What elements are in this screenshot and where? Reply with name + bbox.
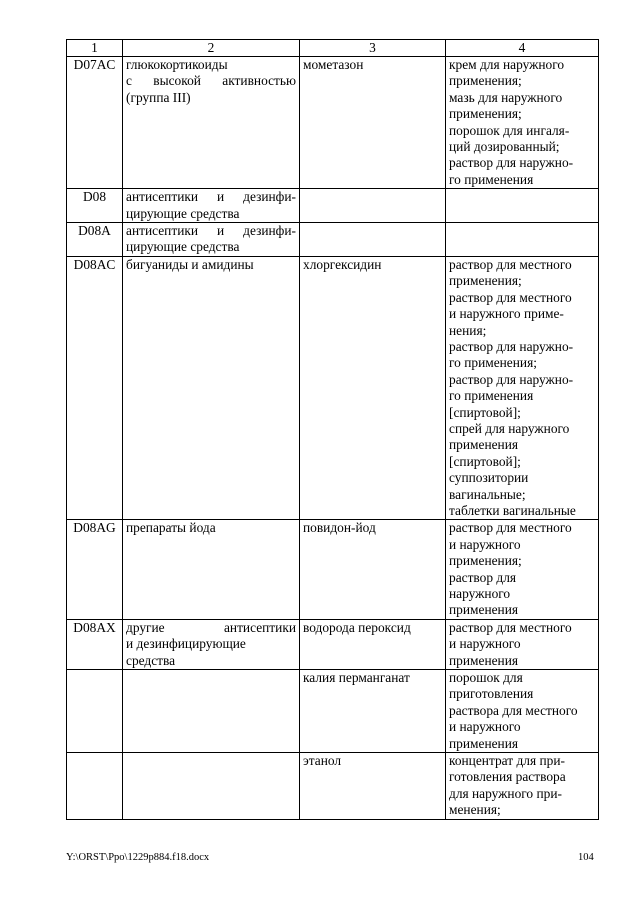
text-line: средства (126, 652, 176, 668)
table-header-row (67, 40, 599, 57)
text-line: мазь для наружного (449, 89, 563, 105)
table-row (67, 189, 599, 223)
dosage-forms (446, 256, 599, 520)
text-line: раствор для наружно- (449, 155, 574, 171)
text-line: го применения (449, 388, 534, 404)
atc-code (67, 753, 123, 820)
text-line: применения (449, 735, 519, 751)
text-line: антисептики и дезинфи- (126, 189, 296, 205)
text-line: бигуаниды и амидины (126, 256, 254, 272)
text-line: раствор для наружно- (449, 338, 574, 354)
text-line: применения; (449, 73, 522, 89)
text-line: и наружного (449, 536, 521, 552)
text-line: порошок для ингаля- (449, 122, 570, 138)
drug-name (300, 223, 446, 257)
text-line: хлоргексидин (303, 256, 382, 272)
text-line: таблетки вагинальные (449, 502, 576, 518)
atc-group (123, 223, 300, 257)
text-line: и дезинфицирующие (126, 636, 246, 652)
text-line: мометазон (303, 57, 364, 72)
text-line: (группа III) (126, 89, 191, 105)
text-line: порошок для (449, 670, 523, 686)
text-line: наружного (449, 586, 511, 601)
atc-group (123, 57, 300, 189)
text-line: раствор для местного (449, 256, 572, 272)
dosage-forms (446, 223, 599, 257)
text-line: с высокой активностью (126, 73, 296, 89)
text-line: раствор для наружно- (449, 371, 574, 387)
table-row (67, 753, 599, 820)
drug-name (300, 619, 446, 669)
table-row (67, 223, 599, 257)
text-line: крем для наружного (449, 57, 565, 72)
table-row (67, 520, 599, 619)
atc-group (123, 256, 300, 520)
text-line: раствора для местного (449, 702, 578, 718)
atc-code: D07AC (67, 57, 123, 189)
page-number: 104 (578, 852, 594, 863)
drug-name (300, 256, 446, 520)
drug-name (300, 670, 446, 753)
text-line: водорода пероксид (303, 619, 411, 635)
drug-table (66, 39, 599, 820)
atc-group (123, 670, 300, 753)
text-line: применения (449, 652, 519, 668)
text-line: готовления раствора (449, 769, 566, 785)
text-line: и наружного приме- (449, 306, 564, 322)
atc-code (67, 670, 123, 753)
drug-name (300, 57, 446, 189)
atc-code: D08AG (67, 520, 123, 619)
text-line: раствор для местного (449, 520, 572, 536)
drug-name (300, 753, 446, 820)
text-line: раствор для местного (449, 289, 572, 305)
drug-name (300, 189, 446, 223)
drug-name (300, 520, 446, 619)
column-header: 2 (123, 40, 300, 57)
text-line: спрей для наружного (449, 420, 570, 436)
atc-group (123, 520, 300, 619)
text-line: повидон-йод (303, 520, 376, 536)
text-line: и наружного (449, 636, 521, 652)
text-line: раствор для (449, 569, 517, 585)
atc-code: D08 (67, 189, 123, 223)
table-row (67, 670, 599, 753)
text-line: [спиртовой]; (449, 453, 521, 469)
table-row (67, 57, 599, 189)
table-row (67, 256, 599, 520)
dosage-forms (446, 619, 599, 669)
dosage-forms (446, 753, 599, 820)
text-line: ций дозированный; (449, 139, 560, 155)
text-line: менения; (449, 802, 501, 818)
text-line: другие антисептики (126, 619, 296, 635)
table-row (67, 619, 599, 669)
text-line: цирующие средства (126, 239, 240, 255)
dosage-forms (446, 57, 599, 189)
text-line: го применения; (449, 355, 537, 371)
text-line: этанол (303, 753, 342, 769)
text-line: применения; (449, 273, 522, 289)
atc-code: D08AC (67, 256, 123, 520)
dosage-forms (446, 520, 599, 619)
footer-file-path: Y:\ORST\Ppo\1229p884.f18.docx (66, 852, 210, 863)
dosage-forms (446, 670, 599, 753)
text-line: калия перманганат (303, 670, 410, 686)
text-line: применения; (449, 553, 522, 569)
column-header: 4 (446, 40, 599, 57)
text-line: нения; (449, 322, 487, 338)
text-line: суппозитории (449, 470, 529, 486)
text-line: глюкокортикоиды (126, 57, 228, 72)
text-line: препараты йода (126, 520, 216, 536)
text-line: для наружного при- (449, 785, 562, 801)
text-line: го применения (449, 171, 534, 187)
text-line: и наружного (449, 719, 521, 735)
text-line: применения (449, 602, 519, 618)
text-line: вагинальные; (449, 486, 526, 502)
column-header: 1 (67, 40, 123, 57)
text-line: применения; (449, 106, 522, 122)
atc-code: D08A (67, 223, 123, 257)
atc-code: D08AX (67, 619, 123, 669)
text-line: цирующие средства (126, 205, 240, 221)
text-line: раствор для местного (449, 619, 572, 635)
text-line: применения (449, 437, 519, 453)
column-header: 3 (300, 40, 446, 57)
dosage-forms (446, 189, 599, 223)
text-line: [спиртовой]; (449, 404, 521, 420)
atc-group (123, 619, 300, 669)
atc-group (123, 753, 300, 820)
text-line: концентрат для при- (449, 753, 565, 769)
text-line: приготовления (449, 686, 534, 702)
text-line: антисептики и дезинфи- (126, 223, 296, 239)
atc-group (123, 189, 300, 223)
